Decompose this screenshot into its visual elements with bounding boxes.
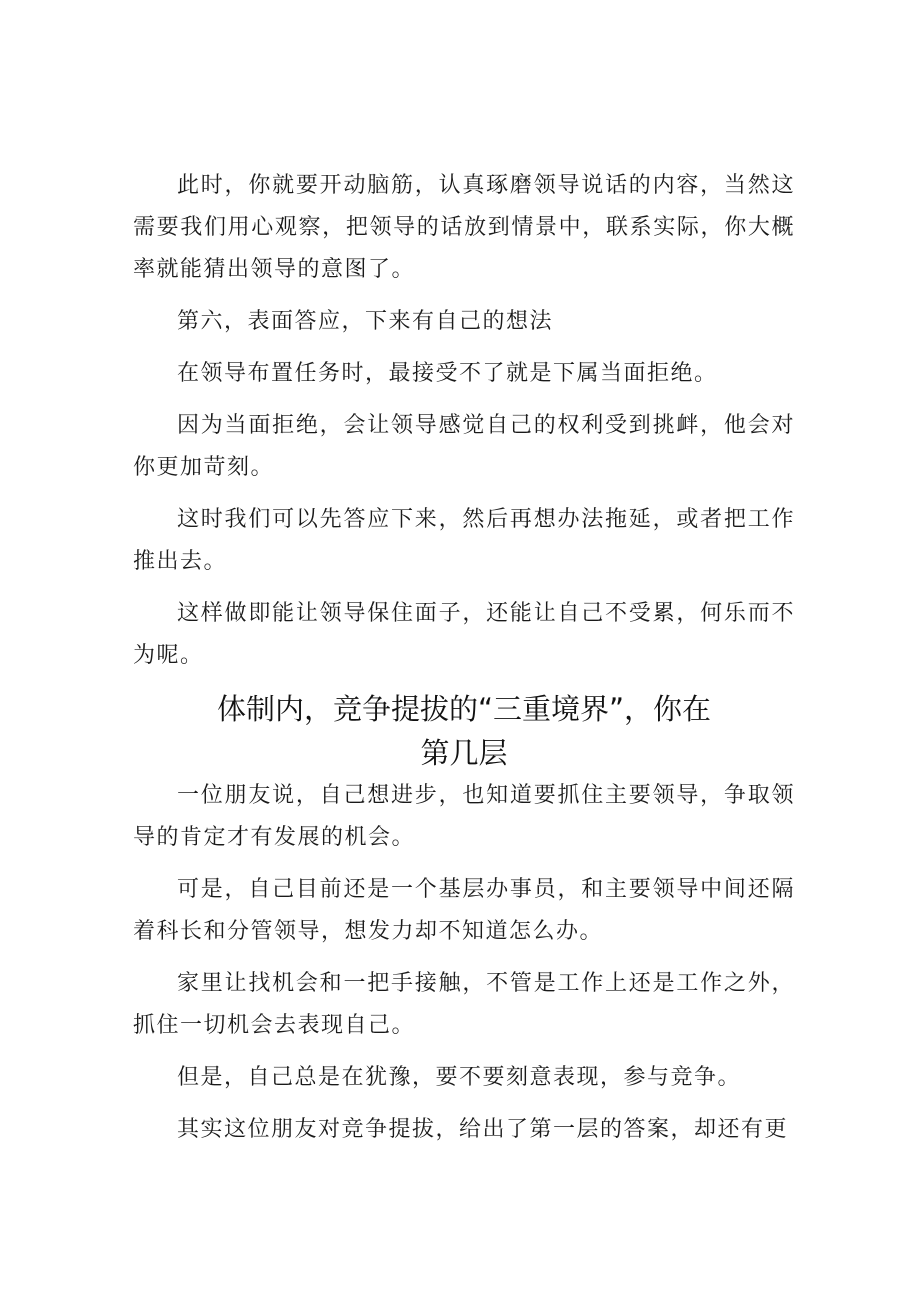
article-title-line-1: 体制内，竞争提拔的“三重境界”，你在 — [216, 692, 712, 726]
paragraph: 可是，自己目前还是一个基层办事员，和主要领导中间还隔着科长和分管领导，想发力却不知道怎么办。 — [133, 877, 795, 944]
paragraph: 一位朋友说，自己想进步，也知道要抓住主要领导，争取领导的肯定才有发展的机会。 — [133, 783, 795, 850]
paragraph: 此时，你就要开动脑筋，认真琢磨领导说话的内容，当然这需要我们用心观察，把领导的话放到情景中，联系实际，你大概率就能猜出领导的意图了。 — [133, 173, 795, 282]
paragraph: 这样做即能让领导保住面子，还能让自己不受累，何乐而不为呢。 — [133, 601, 795, 668]
article-title — [133, 687, 795, 775]
paragraph: 家里让找机会和一把手接触，不管是工作上还是工作之外，抓住一切机会去表现自己。 — [133, 971, 795, 1038]
section-heading: 第六，表面答应，下来有自己的想法 — [177, 309, 554, 334]
paragraph: 但是，自己总是在犹豫，要不要刻意表现，参与竞争。 — [177, 1065, 742, 1090]
article-title-line-2: 第几层 — [420, 736, 508, 770]
paragraph: 在领导布置任务时，最接受不了就是下属当面拒绝。 — [177, 361, 718, 386]
paragraph: 这时我们可以先答应下来，然后再想办法拖延，或者把工作推出去。 — [133, 507, 795, 574]
document-body — [133, 165, 795, 1161]
paragraph: 因为当面拒绝，会让领导感觉自己的权利受到挑衅，他会对你更加苛刻。 — [133, 413, 795, 480]
paragraph: 其实这位朋友对竞争提拔，给出了第一层的答案，却还有更 — [177, 1117, 789, 1142]
